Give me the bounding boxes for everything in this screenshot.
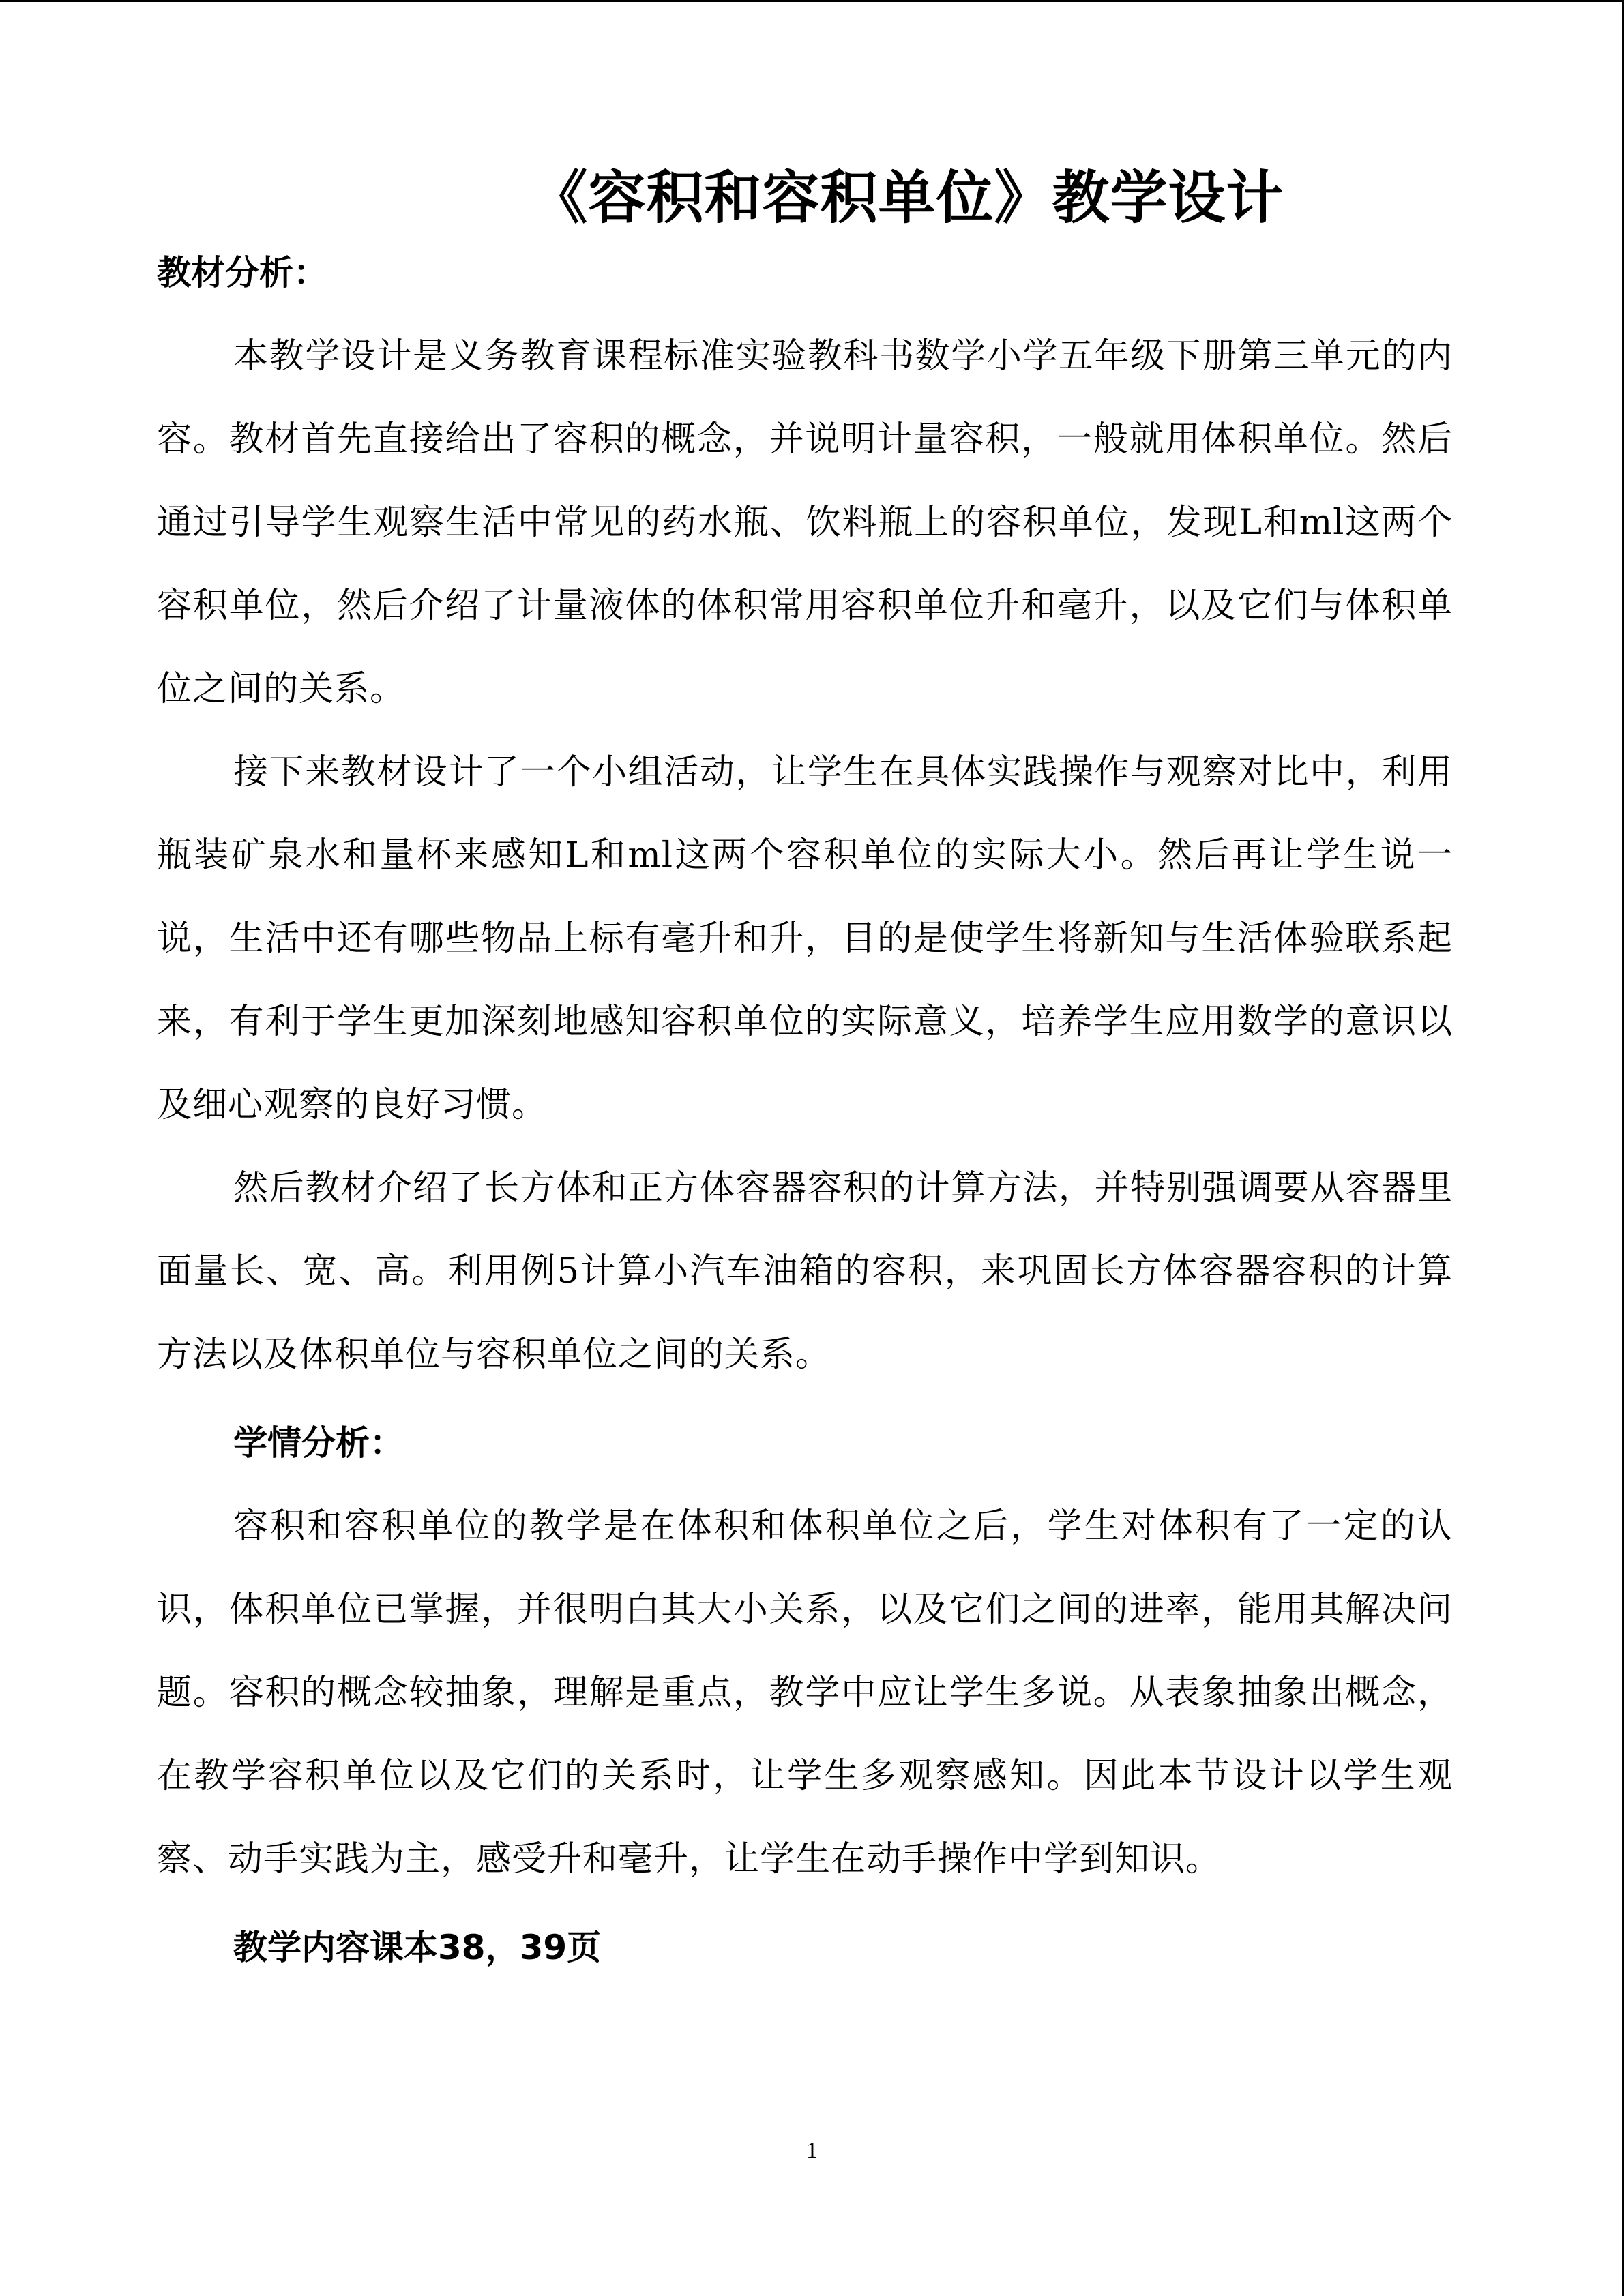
document-body (157, 157, 1453, 1990)
paragraph: 容积和容积单位的教学是在体积和体积单位之后，学生对体积有了一定的认识，体积单位已掌握，并很明白其大小关系，以及它们之间的进率，能用其解决问题。容积的概念较抽象，理解是重点，教学中应让学生多说。从表象抽象出概念，在教学容积单位以及它们的关系时，让学生多观察感知。因此本节设计以学生观察、动手实践为主，感受升和毫升，让学生在动手操作中学到知识。 (157, 1506, 1453, 1879)
section-heading-textbook-analysis: 教材分析： (157, 253, 327, 293)
document-title: 《容积和容积单位》教学设计 (530, 164, 1284, 231)
page-number: 1 (806, 2138, 818, 2163)
paragraph: 本教学设计是义务教育课程标准实验教科书数学小学五年级下册第三单元的内容。教材首先直接给出了容积的概念，并说明计量容积，一般就用体积单位。然后通过引导学生观察生活中常见的药水瓶、饮料瓶上的容积单位，发现L和ml这两个容积单位，然后介绍了计量液体的体积常用容积单位升和毫升，以及它们与体积单位之间的关系。 (157, 336, 1453, 709)
section-heading-teaching-content: 教学内容课本38，39页 (233, 1928, 602, 1967)
paragraph: 接下来教材设计了一个小组活动，让学生在具体实践操作与观察对比中，利用瓶装矿泉水和量杯来感知L和ml这两个容积单位的实际大小。然后再让学生说一说，生活中还有哪些物品上标有毫升和升，目的是使学生将新知与生活体验联系起来，有利于学生更加深刻地感知容积单位的实际意义，培养学生应用数学的意识以及细心观察的良好习惯。 (157, 752, 1453, 1125)
paragraph: 然后教材介绍了长方体和正方体容器容积的计算方法，并特别强调要从容器里面量长、宽、高。利用例5计算小汽车油箱的容积，来巩固长方体容器容积的计算方法以及体积单位与容积单位之间的关系。 (157, 1168, 1453, 1375)
section-heading-student-analysis: 学情分析： (233, 1423, 404, 1463)
